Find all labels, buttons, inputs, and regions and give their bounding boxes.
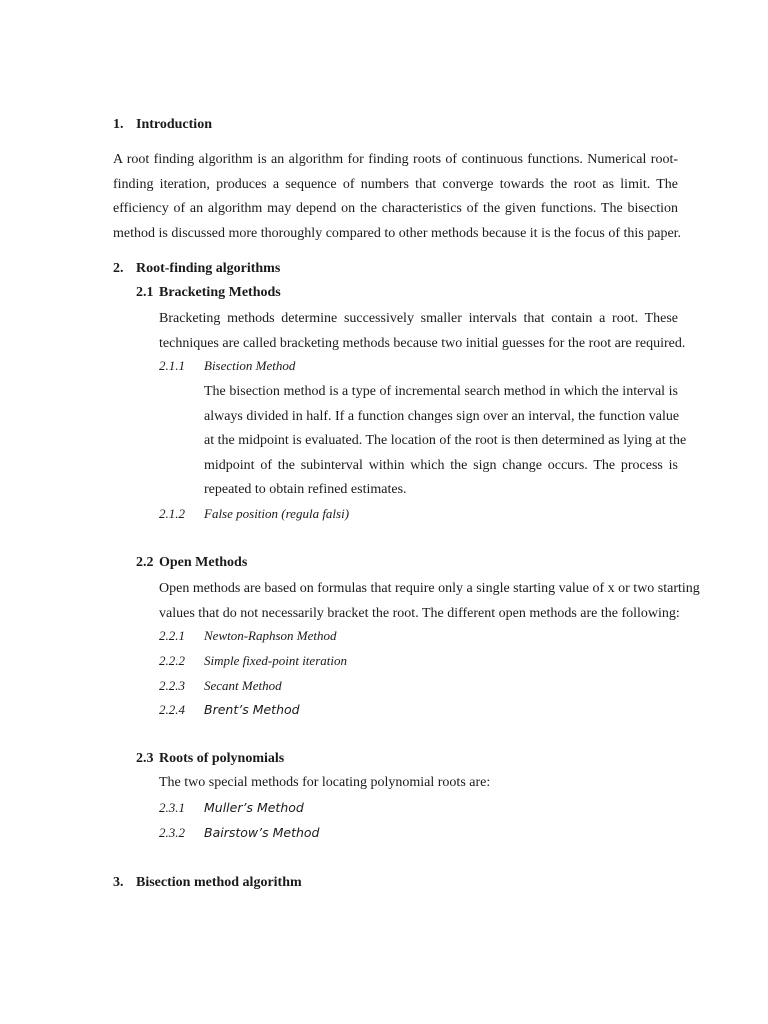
- paragraph-line: midpoint of the subinterval within which the sign change occurs. The process is: [204, 457, 678, 473]
- section-2-2-4-number: 2.2.4: [159, 702, 185, 717]
- section-2-3-1-title: Muller’s Method: [204, 800, 304, 815]
- section-2-1-1-title: Bisection Method: [204, 358, 296, 373]
- section-2-1-1-number: 2.1.1: [159, 358, 185, 373]
- section-1-title: Introduction: [136, 117, 212, 132]
- section-2-3-number: 2.3: [136, 751, 154, 766]
- section-2-2-2-title: Simple fixed-point iteration: [204, 653, 347, 668]
- paragraph-line: values that do not necessarily bracket the root. The different open methods are the following:: [159, 605, 680, 621]
- paragraph-line: techniques are called bracketing methods because two initial guesses for the root are required.: [159, 335, 686, 351]
- section-2-2-1-number: 2.2.1: [159, 628, 185, 643]
- paragraph-line: Open methods are based on formulas that require only a single starting value of x or two starting: [159, 581, 700, 596]
- section-2-1-2-title: False position (regula falsi): [204, 506, 350, 521]
- paragraph-line: efficiency of an algorithm may depend on the characteristics of the given functions. The bisection: [113, 201, 678, 216]
- section-2-3-1-number: 2.3.1: [159, 800, 185, 815]
- section-1-number: 1.: [113, 117, 124, 132]
- paragraph-line: at the midpoint is evaluated. The location of the root is then determined as lying at the: [204, 433, 687, 448]
- paragraph-line: method is discussed more thoroughly compared to other methods because it is the focus of this paper.: [113, 225, 682, 241]
- paragraph-line: always divided in half. If a function changes sign over an interval, the function value: [204, 408, 680, 424]
- section-3-number: 3.: [113, 875, 124, 890]
- intro-paragraph: [113, 148, 682, 246]
- section-2-2-3-title: Secant Method: [204, 678, 282, 693]
- section-2-2-3-number: 2.2.3: [159, 678, 185, 693]
- bisection-paragraph: [204, 380, 687, 503]
- open-methods-paragraph: [159, 577, 700, 626]
- section-2-1-number: 2.1: [136, 285, 154, 300]
- section-2-2-2-number: 2.2.2: [159, 653, 185, 668]
- bracketing-paragraph: [159, 307, 686, 356]
- paragraph-line: finding iteration, produces a sequence of numbers that converge towards the root as limit. The: [113, 176, 678, 192]
- section-2-2-number: 2.2: [136, 555, 154, 570]
- section-2-2-1-title: Newton-Raphson Method: [204, 628, 337, 643]
- paragraph-line: repeated to obtain refined estimates.: [204, 482, 407, 497]
- section-2-1-title: Bracketing Methods: [159, 285, 281, 300]
- section-2-1-2-number: 2.1.2: [159, 506, 185, 521]
- section-3-title: Bisection method algorithm: [136, 875, 302, 890]
- section-2-2-title: Open Methods: [159, 555, 248, 570]
- section-2-number: 2.: [113, 261, 124, 276]
- section-2-3-title: Roots of polynomials: [159, 751, 285, 766]
- section-2-3-2-title: Bairstow’s Method: [204, 825, 320, 840]
- paragraph-line: The bisection method is a type of incremental search method in which the interval is: [204, 384, 678, 399]
- polynomials-paragraph: The two special methods for locating polynomial roots are:: [159, 775, 491, 790]
- paragraph-line: Bracketing methods determine successively smaller intervals that contain a root. These: [159, 311, 678, 326]
- section-2-title: Root-finding algorithms: [136, 261, 281, 276]
- paragraph-line: A root finding algorithm is an algorithm for finding roots of continuous functions. Numerical root-: [113, 152, 678, 167]
- section-2-3-2-number: 2.3.2: [159, 825, 185, 840]
- section-2-2-4-title: Brent’s Method: [204, 702, 300, 717]
